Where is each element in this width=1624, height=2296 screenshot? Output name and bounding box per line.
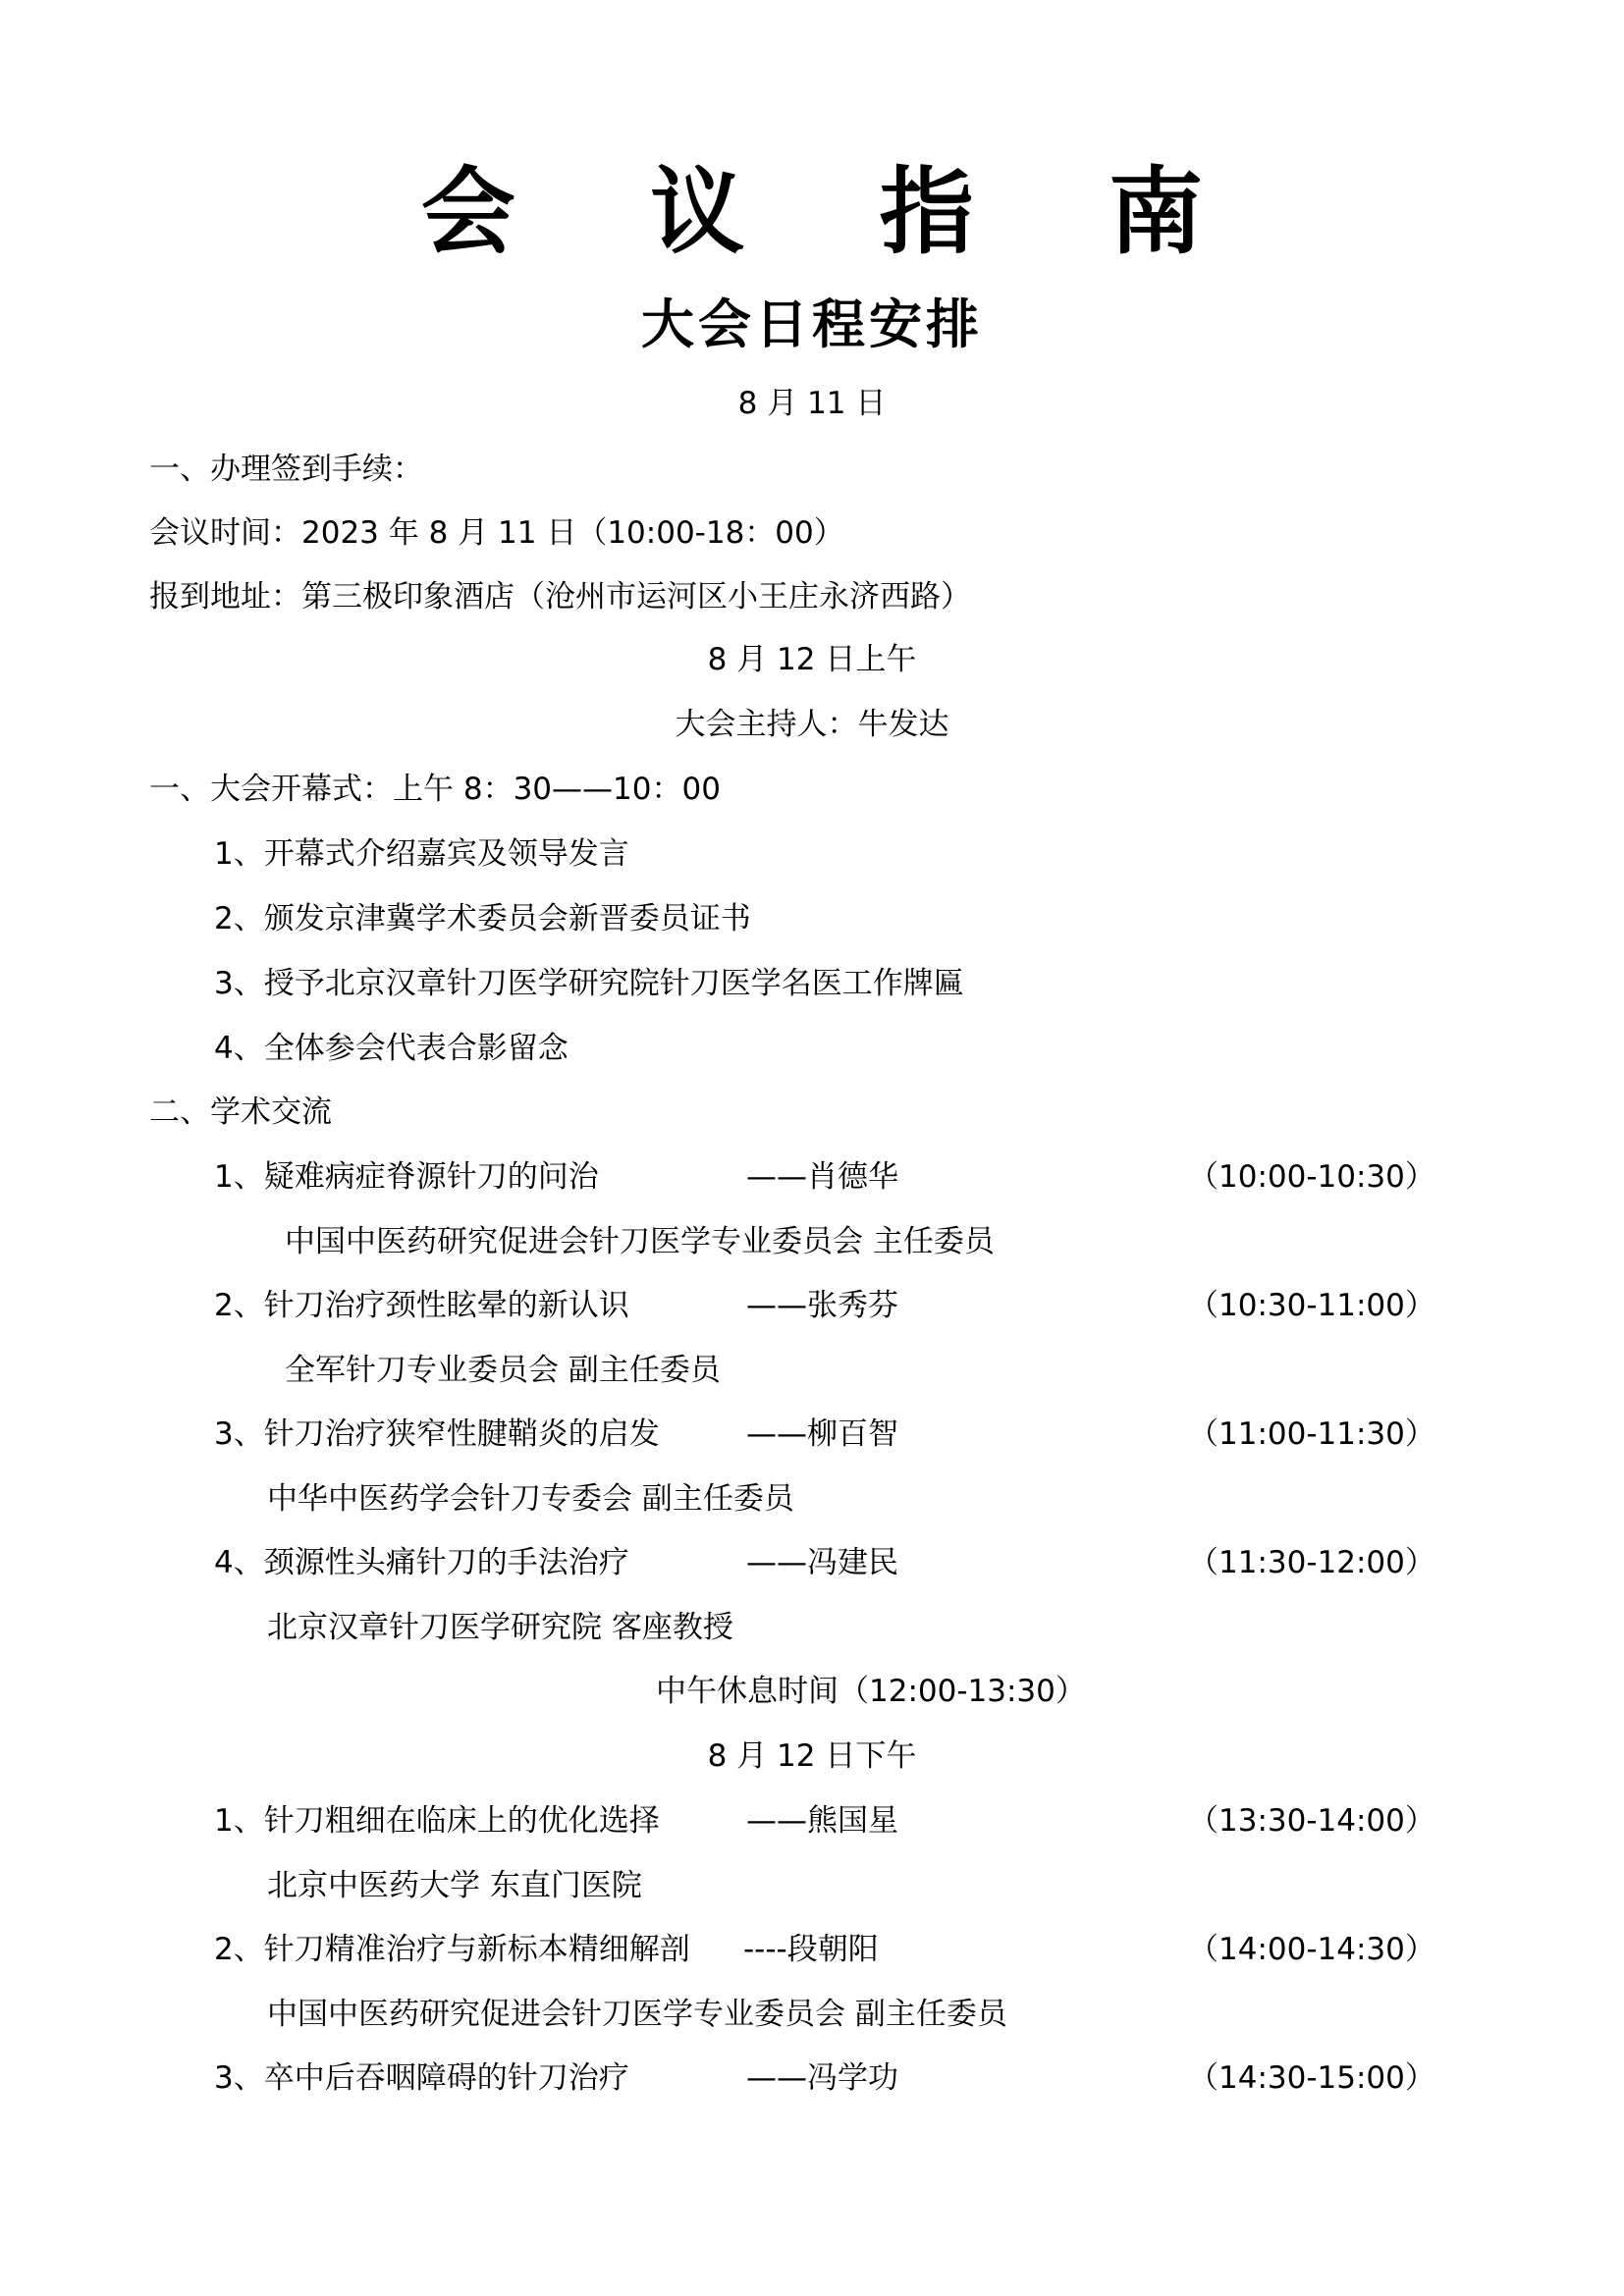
morning-date: 8 月 12 日上午 — [707, 642, 917, 677]
talk-affiliation: 北京汉章针刀医学研究院 客座教授 — [267, 1610, 733, 1645]
afternoon-date: 8 月 12 日下午 — [707, 1738, 917, 1774]
host: 大会主持人：牛发达 — [675, 707, 949, 742]
talk-affiliation: 北京中医药大学 东直门医院 — [267, 1868, 642, 1903]
opening-item: 3、授予北京汉章针刀医学研究院针刀医学名医工作牌匾 — [214, 966, 964, 1001]
page-subtitle: 大会日程安排 — [641, 293, 983, 355]
talk-time: （10:30-11:00） — [1188, 1288, 1435, 1323]
talk-speaker: ----段朝阳 — [743, 1932, 879, 1967]
day1-date: 8 月 11 日 — [737, 386, 887, 421]
registration-address: 报到地址：第三极印象酒店（沧州市运河区小王庄永济西路） — [149, 579, 971, 614]
page-title: 会 议 指 南 — [420, 156, 1255, 267]
talk-time: （13:30-14:00） — [1188, 1803, 1435, 1839]
talk-speaker: ——张秀芬 — [746, 1288, 898, 1323]
talk-topic: 2、针刀治疗颈性眩晕的新认识 — [214, 1288, 629, 1323]
talk-time: （11:00-11:30） — [1188, 1416, 1435, 1452]
talk-affiliation: 全军针刀专业委员会 副主任委员 — [285, 1353, 721, 1388]
talk-topic: 3、卒中后吞咽障碍的针刀治疗 — [214, 2060, 629, 2096]
opening-item: 4、全体参会代表合影留念 — [214, 1031, 568, 1066]
talk-topic: 3、针刀治疗狭窄性腱鞘炎的启发 — [214, 1416, 660, 1452]
opening-item: 1、开幕式介绍嘉宾及领导发言 — [214, 836, 629, 872]
talk-speaker: ——冯学功 — [746, 2060, 898, 2096]
talk-topic: 2、针刀精准治疗与新标本精细解剖 — [214, 1932, 690, 1967]
talk-affiliation: 中华中医药学会针刀专委会 副主任委员 — [267, 1481, 794, 1517]
registration-heading: 一、办理签到手续： — [149, 452, 423, 487]
talk-speaker: ——柳百智 — [746, 1416, 898, 1452]
talk-time: （11:30-12:00） — [1188, 1545, 1435, 1580]
talk-topic: 1、疑难病症脊源针刀的问治 — [214, 1159, 599, 1195]
talk-affiliation: 中国中医药研究促进会针刀医学专业委员会 副主任委员 — [267, 1997, 1007, 2032]
talk-speaker: ——冯建民 — [746, 1545, 898, 1580]
opening-heading: 一、大会开幕式：上午 8：30——10：00 — [149, 772, 721, 807]
talk-speaker: ——肖德华 — [746, 1159, 898, 1195]
academic-heading: 二、学术交流 — [149, 1095, 332, 1130]
lunch-break: 中午休息时间（12:00-13:30） — [656, 1674, 1086, 1709]
talk-speaker: ——熊国星 — [746, 1803, 898, 1839]
talk-time: （14:30-15:00） — [1188, 2060, 1435, 2096]
talk-time: （10:00-10:30） — [1188, 1159, 1435, 1195]
talk-topic: 4、颈源性头痛针刀的手法治疗 — [214, 1545, 629, 1580]
talk-affiliation: 中国中医药研究促进会针刀医学专业委员会 主任委员 — [285, 1224, 995, 1259]
opening-item: 2、颁发京津冀学术委员会新晋委员证书 — [214, 901, 751, 936]
meeting-time: 会议时间：2023 年 8 月 11 日（10:00-18：00） — [149, 515, 844, 551]
talk-time: （14:00-14:30） — [1188, 1932, 1435, 1967]
talk-topic: 1、针刀粗细在临床上的优化选择 — [214, 1803, 660, 1839]
